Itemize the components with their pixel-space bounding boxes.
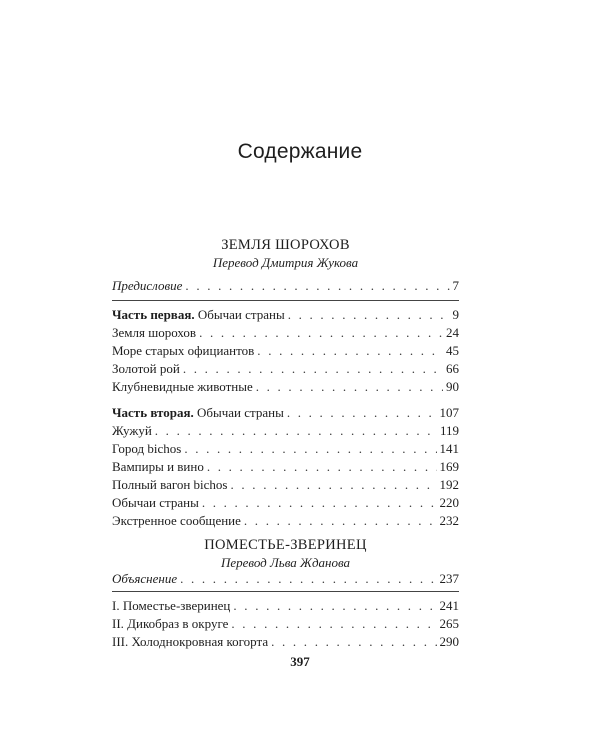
toc-entry-title: Земля шорохов [112,325,197,340]
leader-dots [271,633,436,651]
leader-dots [231,476,437,494]
toc-entry [112,615,459,633]
toc-entry-page: 237 [439,571,459,586]
toc-entry-page: 220 [439,495,459,510]
toc-entry-title: Полный вагон bichos [112,477,228,492]
section-title: ЗЕМЛЯ ШОРОХОВ [221,237,350,253]
toc-entry-page: 265 [439,616,459,631]
divider [112,300,459,301]
toc-entry-title: I. Поместье-зверинец [112,598,231,613]
toc-entry [112,404,459,422]
toc-entry-title: Золотой рой [112,361,180,376]
toc-entry-title: Обычаи страны [112,495,199,510]
leader-dots [287,404,437,422]
divider [112,591,459,592]
toc-entry-title: III. Холоднокровная когорта [112,634,269,649]
toc-entry-page: 232 [439,513,459,528]
leader-dots [233,597,436,615]
leader-dots [256,378,443,396]
toc-entry-title: Море старых официантов [112,343,255,358]
toc-entry [112,440,459,458]
toc-entry-page: 24 [446,325,459,340]
leader-dots [184,440,436,458]
toc-entry-page: 45 [446,343,459,358]
toc-entry-page: 141 [439,441,459,456]
toc-entry [112,306,459,324]
toc-entry-title: Экстренное сообщение [112,513,241,528]
toc-entry-page: 7 [452,278,459,293]
toc-entry-title: Жужуй [112,423,152,438]
part-label: Часть первая. [112,307,195,322]
toc-entry [112,494,459,512]
toc-entry-page: 241 [439,598,459,613]
toc-entry [112,570,459,588]
leader-dots [185,277,449,295]
leader-dots [288,306,450,324]
toc-entry-page: 9 [452,307,459,322]
toc-entry [112,342,459,360]
toc-entry-title: II. Дикобраз в округе [112,616,229,631]
toc-entry-title: Объяснение [112,571,178,586]
toc-entry [112,324,459,342]
section-translator: Перевод Дмитрия Жукова [212,255,359,270]
section-header-pomestye-zverinets [112,536,459,571]
toc-entry [112,360,459,378]
toc-entry-page: 90 [446,379,459,394]
toc-entry-title: Вампиры и вино [112,459,204,474]
toc-entry-title: Предисловие [112,278,183,293]
toc-entry-page: 119 [439,423,459,438]
toc-entry [112,597,459,615]
toc-entry [112,422,459,440]
leader-dots [155,422,437,440]
part-label: Часть вторая. [112,405,194,420]
toc-entry-title [112,306,285,324]
toc-entry [112,633,459,651]
toc-entry [112,378,459,396]
toc-entry-page: 290 [439,634,459,649]
section-header-zemlya-shorohov [112,236,459,271]
toc-entry-page: 169 [439,459,459,474]
toc-entry-page: 192 [439,477,459,492]
section-translator: Перевод Льва Жданова [220,555,351,570]
toc-entry-text: Обычаи страны [197,307,285,322]
toc-entry-title: Клубневидные животные [112,379,253,394]
toc-entry [112,512,459,530]
leader-dots [183,360,443,378]
leader-dots [257,342,443,360]
leader-dots [202,494,437,512]
toc-entry-text: Обычаи страны [197,405,284,420]
page-number: 397 [290,654,310,669]
toc-entry [112,476,459,494]
leader-dots [207,458,437,476]
toc-entry-title [112,404,284,422]
toc-entry-page: 107 [439,405,459,420]
toc-entry-page: 66 [446,361,459,376]
toc-entry [112,458,459,476]
leader-dots [199,324,443,342]
leader-dots [244,512,437,530]
toc-entry [112,277,459,295]
page-title: Содержание [237,140,363,163]
leader-dots [231,615,436,633]
section-title: ПОМЕСТЬЕ-ЗВЕРИНЕЦ [204,537,367,553]
toc-entry-title: Город bichos [112,441,182,456]
leader-dots [180,570,436,588]
